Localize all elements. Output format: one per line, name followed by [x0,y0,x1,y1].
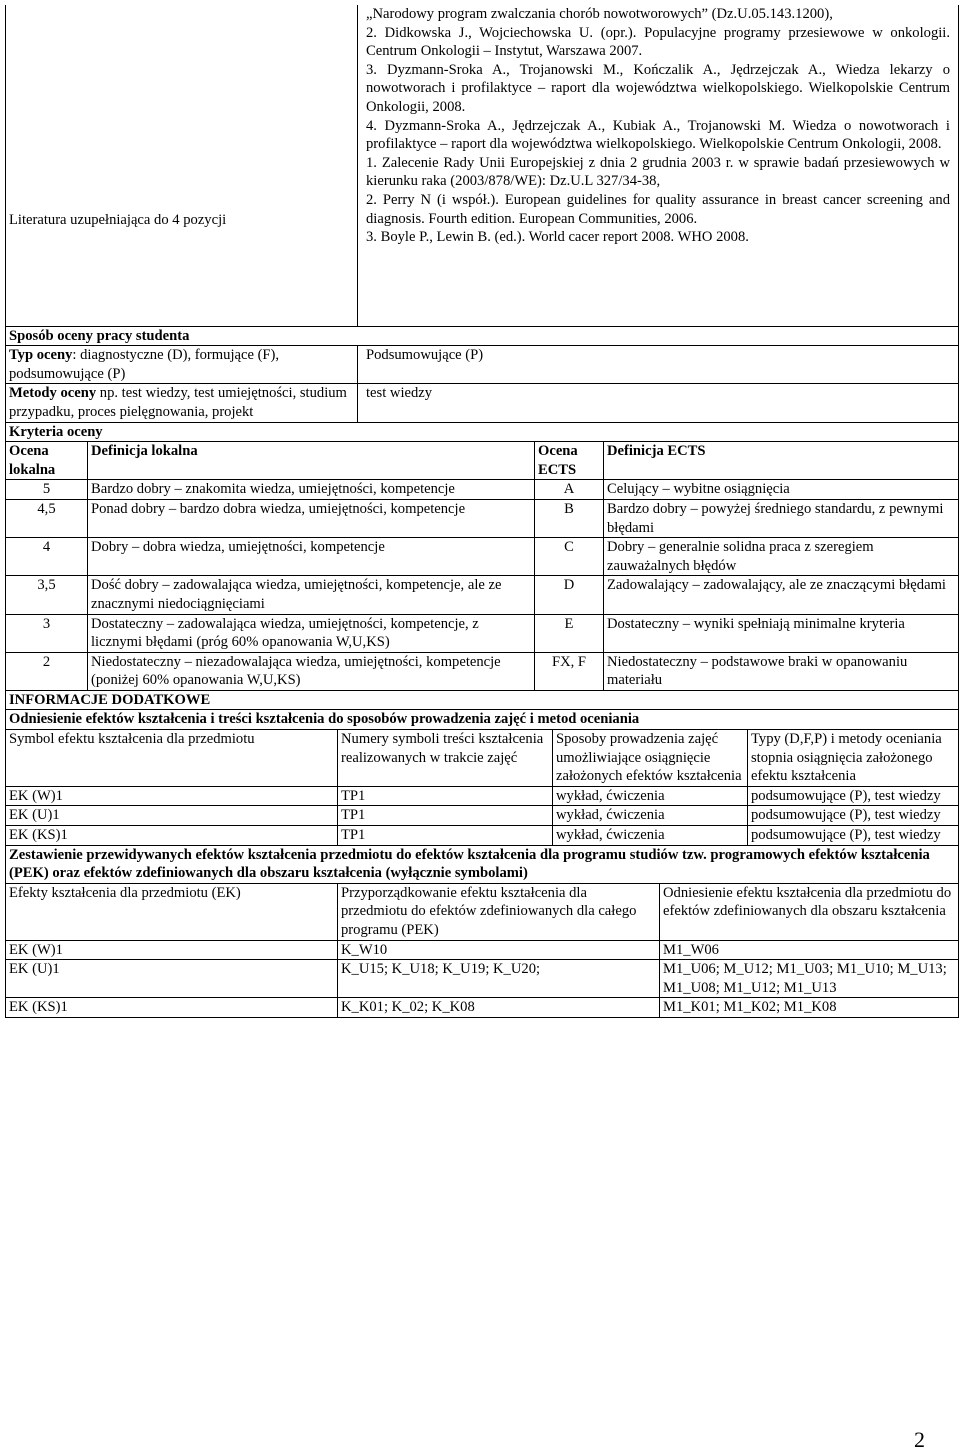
summary-area: M1_U06; M_U12; M1_U03; M1_U10; M_U13; M1_U08; M1_U12; M1_U13 [660,960,959,998]
criteria-local-grade: 4,5 [6,499,88,537]
page-number: 2 [914,1427,925,1452]
assessment-type-label-rest: : diagnostyczne (D), formujące (F), podsumowujące (P) [9,347,280,382]
criteria-row [6,499,959,537]
criteria-ects-grade: B [535,499,604,537]
criteria-ects-def: Niedostateczny – podstawowe braki w opanowaniu materiału [604,652,959,690]
summary-header-row [6,883,959,940]
literature-item: 4. Dyzmann-Sroka A., Jędrzejczak A., Kubiak A., Trojanowski M. Wiedza o nowotworach i profilaktyce – raport dla województwa wielkopolskiego. Wielkopolskie Centrum Onkologii, 2008. [366,117,950,153]
relation-symbol: EK (W)1 [6,786,338,806]
assessment-methods-label-cell [6,384,358,422]
criteria-row [6,652,959,690]
criteria-local-def: Dobry – dobra wiedza, umiejętności, kompetencje [88,538,535,576]
assessment-type-row [6,346,959,384]
criteria-local-grade: 5 [6,480,88,500]
assessment-heading-cell [6,326,959,346]
relation-content: TP1 [338,806,553,826]
relation-assess: podsumowujące (P), test wiedzy [748,826,959,846]
criteria-header-ects-def [604,442,959,480]
summary-header-ek: Efekty kształcenia dla przedmiotu (EK) [6,883,338,940]
literature-item: 2. Didkowska J., Wojciechowska U. (opr.). Populacyjne programy przesiewowe w onkologii. Centrum Onkologii – Instytut, Warszawa 2007. [366,24,950,60]
summary-heading-cell [6,846,959,884]
relation-header-symbol: Symbol efektu kształcenia dla przedmiotu [6,730,338,787]
relation-heading-cell [6,710,959,730]
criteria-header-local-grade-text: Ocena lokalna [9,443,56,478]
criteria-header-local-def [88,442,535,480]
summary-pek: K_U15; K_U18; K_U19; K_U20; [338,960,660,998]
assessment-methods-label-rest: np. test wiedzy, test umiejętności, studium przypadku, proces pielęgnowania, projekt [9,385,347,420]
relation-assess: podsumowujące (P), test wiedzy [748,806,959,826]
criteria-ects-def: Dobry – generalnie solidna praca z szeregiem zauważalnych błędów [604,538,959,576]
criteria-local-def: Ponad dobry – bardzo dobra wiedza, umiejętności, kompetencje [88,499,535,537]
literature-list-cell [358,5,959,326]
criteria-heading: Kryteria oceny [9,423,103,440]
criteria-header-ects-grade [535,442,604,480]
relation-assess: podsumowujące (P), test wiedzy [748,786,959,806]
literature-row [6,5,959,326]
relation-header-content: Numery symboli treści kształcenia realizowanych w trakcie zajęć [338,730,553,787]
additional-info-table [5,691,959,846]
relation-header-row [6,730,959,787]
criteria-row [6,480,959,500]
criteria-local-grade: 3 [6,614,88,652]
summary-ek: EK (U)1 [6,960,338,998]
summary-header-pek: Przyporządkowanie efektu kształcenia dla przedmiotu do efektów zdefiniowanych dla całego programu (PEK) [338,883,660,940]
relation-heading-row [6,710,959,730]
criteria-heading-cell [6,423,959,442]
criteria-ects-def: Celujący – wybitne osiągnięcia [604,480,959,500]
summary-ek: EK (KS)1 [6,998,338,1018]
criteria-row [6,538,959,576]
relation-row [6,826,959,846]
summary-ek: EK (W)1 [6,940,338,960]
criteria-ects-def: Zadowalający – zadowalający, ale ze znaczącymi błędami [604,576,959,614]
relation-symbol: EK (U)1 [6,806,338,826]
relation-content: TP1 [338,826,553,846]
criteria-ects-grade: A [535,480,604,500]
summary-row [6,940,959,960]
literature-item: „Narodowy program zwalczania chorób nowotworowych” (Dz.U.05.143.1200), [366,6,833,22]
assessment-type-value-cell [358,346,959,384]
relation-row [6,806,959,826]
criteria-local-grade: 3,5 [6,576,88,614]
criteria-ects-grade: C [535,538,604,576]
summary-area: M1_W06 [660,940,959,960]
summary-header-area: Odniesienie efektu kształcenia dla przedmiotu do efektów zdefiniowanych dla obszaru kształcenia [660,883,959,940]
assessment-methods-value: test wiedzy [366,385,433,402]
summary-table [5,846,959,1018]
criteria-ects-grade: D [535,576,604,614]
criteria-header-local-grade [6,442,88,480]
relation-method: wykład, ćwiczenia [553,786,748,806]
summary-area: M1_K01; M1_K02; M1_K08 [660,998,959,1018]
criteria-ects-grade: FX, F [535,652,604,690]
document-page [5,5,958,1018]
relation-row [6,786,959,806]
additional-heading-cell [6,691,959,710]
assessment-methods-row [6,384,959,422]
summary-pek: K_K01; K_02; K_K08 [338,998,660,1018]
relation-header-method: Sposoby prowadzenia zajęć umożliwiające osiągnięcie założonych efektów kształcenia [553,730,748,787]
assessment-type-value: Podsumowujące (P) [366,347,484,364]
literature-item: 1. Zalecenie Rady Unii Europejskiej z dnia 2 grudnia 2003 r. w sprawie badań przesiewowych w kierunku raka (2003/878/WE): Dz.U.L 327/34-38, [366,154,950,190]
criteria-row [6,614,959,652]
additional-heading-row [6,691,959,710]
literature-item: 3. Boyle P., Lewin B. (ed.). World cacer report 2008. WHO 2008. [366,229,749,246]
criteria-header-local-def-text: Definicja lokalna [91,443,198,460]
criteria-row [6,576,959,614]
criteria-ects-grade: E [535,614,604,652]
criteria-local-def: Dostateczny – zadowalająca wiedza, umiejętności, kompetencje, z licznymi błędami (próg 60% opanowania W,U,KS) [88,614,535,652]
summary-row [6,998,959,1018]
summary-heading: Zestawienie przewidywanych efektów kształcenia przedmiotu do efektów kształcenia dla programu studiów tzw. programowych efektów kształcenia (PEK) oraz efektów zdefiniowanych dla obszaru kształcenia (wyłącznie symbolami) [9,846,930,882]
criteria-table [5,423,959,691]
relation-heading: Odniesienie efektów kształcenia i treści kształcenia do sposobów prowadzenia zajęć i metod oceniania [9,711,640,728]
relation-symbol: EK (KS)1 [6,826,338,846]
criteria-local-def: Dość dobry – zadowalająca wiedza, umiejętności, kompetencje, ale ze znacznymi niedociągnięciami [88,576,535,614]
literature-assessment-table [5,5,959,423]
criteria-local-grade: 2 [6,652,88,690]
criteria-local-grade: 4 [6,538,88,576]
assessment-methods-label-bold: Metody oceny [9,385,97,402]
summary-pek: K_W10 [338,940,660,960]
additional-heading: INFORMACJE DODATKOWE [9,691,211,708]
literature-label: Literatura uzupełniająca do 4 pozycji [9,212,227,228]
criteria-header-ects-grade-text: Ocena ECTS [538,443,578,478]
literature-item: 3. Dyzmann-Sroka A., Trojanowski M., Kończalik A., Jędrzejczak A., Wiedza lekarzy o nowotworach i profilaktyce – raport dla województwa wielkopolskiego. Wielkopolskie Centrum Onkologii, 2008. [366,61,950,115]
criteria-local-def: Niedostateczny – niezadowalająca wiedza, umiejętności, kompetencje (poniżej 60% opanowania W,U,KS) [88,652,535,690]
summary-row [6,960,959,998]
criteria-header-row [6,442,959,480]
relation-header-assess: Typy (D,F,P) i metody oceniania stopnia osiągnięcia założonego efektu kształcenia [748,730,959,787]
relation-content: TP1 [338,786,553,806]
relation-method: wykład, ćwiczenia [553,806,748,826]
criteria-header-ects-def-text: Definicja ECTS [607,443,706,460]
literature-label-cell [6,5,358,326]
assessment-type-label-cell [6,346,358,384]
assessment-methods-value-cell [358,384,959,422]
assessment-heading-row [6,326,959,346]
criteria-ects-def: Dostateczny – wyniki spełniają minimalne kryteria [604,614,959,652]
assessment-heading: Sposób oceny pracy studenta [9,327,190,344]
assessment-type-label-bold: Typ oceny [9,347,73,364]
criteria-heading-row [6,423,959,442]
relation-method: wykład, ćwiczenia [553,826,748,846]
criteria-ects-def: Bardzo dobry – powyżej średniego standardu, z pewnymi błędami [604,499,959,537]
summary-heading-row [6,846,959,884]
literature-item: 2. Perry N (i współ.). European guidelines for quality assurance in breast cancer screening and diagnosis. Fourth edition. European Communities, 2006. [366,191,950,227]
criteria-local-def: Bardzo dobry – znakomita wiedza, umiejętności, kompetencje [88,480,535,500]
